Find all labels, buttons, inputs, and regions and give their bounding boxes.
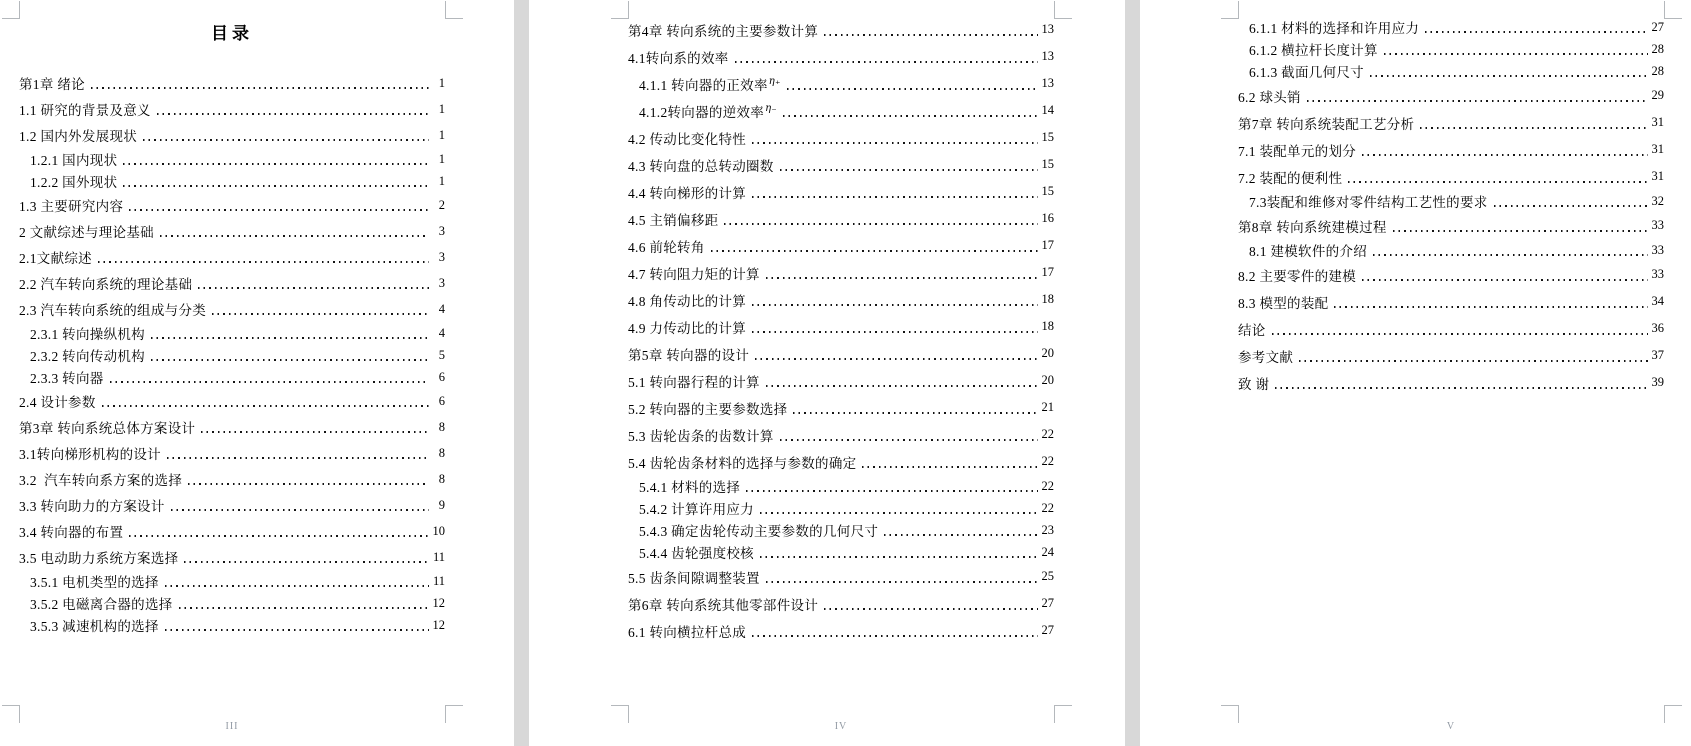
toc-page-number: 8 [438,445,445,460]
toc-entry-text: 3.5.1 电机类型的选择 [30,575,159,590]
toc-entry-text: 5.4.2 计算许用应力 [639,502,754,517]
dot-leader [1494,205,1648,207]
toc-entry[interactable] [19,148,445,170]
toc-page-number: 31 [1651,169,1664,183]
toc-entry-text: 4.3 转向盘的总转动圈数 [628,158,774,174]
toc-entry-text: 3.5 电动助力系统方案选择 [19,551,179,566]
toc-entry-text: 5.3 齿轮齿条的齿数计算 [628,428,774,444]
text-boundary-mark-top-right-icon [1054,1,1072,19]
toc-entry[interactable] [628,617,1054,644]
toc-entry[interactable] [628,232,1054,259]
toc-entry-text: 5.4.4 齿轮强度校核 [639,546,754,561]
toc-page-number: 11 [432,549,445,564]
toc-entry-text: 1.2 国内外发展现状 [19,129,138,144]
toc-page-number: 13 [1041,49,1054,63]
dot-leader [755,358,1038,360]
toc-page-number: 1 [438,173,445,188]
toc-entry[interactable] [628,394,1054,421]
toc-page-number: 22 [1041,478,1054,493]
dot-leader [824,608,1038,610]
toc-entry[interactable] [19,466,445,492]
toc-page-number: 11 [432,573,445,588]
toc-entry-text: 2.3.1 转向操纵机构 [30,327,145,342]
dot-leader [198,287,429,289]
toc-page-3 [1140,0,1691,746]
toc-entry-text: 2 文献综述与理论基础 [19,225,154,240]
toc-entry-text: 5.2 转向器的主要参数选择 [628,401,788,417]
toc-page-number: 31 [1651,142,1664,156]
dot-leader [98,261,429,263]
page-footer-roman-numeral: V [1446,721,1456,732]
toc-entry[interactable] [19,614,445,636]
dot-leader [1362,279,1648,281]
toc-entry[interactable] [19,388,445,414]
dot-leader [711,250,1038,252]
dot-leader [752,196,1038,198]
toc-entry[interactable] [19,570,445,592]
page-text-area [628,0,1054,746]
toc-entry[interactable] [628,205,1054,232]
dot-leader [151,337,429,339]
toc-entry-text: 3.5.3 减速机构的选择 [30,619,159,634]
page-footer-roman-numeral: III [225,721,239,732]
dot-leader [1275,387,1648,389]
toc-entry[interactable] [628,541,1054,563]
text-boundary-mark-bottom-right-icon [1664,705,1682,723]
dot-leader [787,88,1038,90]
toc-entry[interactable] [1238,190,1664,212]
dot-leader [752,331,1038,333]
toc-page-number: 13 [1041,76,1054,90]
toc-page-number: 29 [1651,88,1664,102]
dot-leader [123,185,429,187]
toc-page-number: 22 [1041,500,1054,515]
dot-leader [760,512,1038,514]
toc-entry-text: 7.3装配和维修对零件结构工艺性的要求 [1249,195,1488,210]
toc-entry[interactable] [628,519,1054,541]
toc-entry-text: 4.1.2转向器的逆效率$^{\eta_-}$ [639,103,777,120]
dot-leader [1348,181,1648,183]
toc-entry-text: 第1章 绪论 [19,77,85,92]
toc-entry[interactable] [1238,212,1664,239]
toc-page-number: 2 [438,197,445,212]
toc-entry[interactable] [19,244,445,270]
toc-page-number: 28 [1651,63,1664,78]
dot-leader [102,405,429,407]
toc-entry-text: 第3章 转向系统总体方案设计 [19,421,196,436]
toc-page-number: 6 [438,393,445,408]
toc-entry-text: 8.2 主要零件的建模 [1238,268,1357,284]
toc-entry-text: 致 谢 [1238,376,1270,392]
toc-entry[interactable] [19,344,445,366]
page-gap [514,0,529,746]
toc-page-number: 13 [1041,22,1054,36]
toc-entry-text: 第8章 转向系统建模过程 [1238,219,1387,235]
toc-page-number: 22 [1041,427,1054,441]
toc-page-number: 24 [1041,544,1054,559]
toc-entry-text: 6.1 转向横拉杆总成 [628,624,747,640]
toc-entry[interactable] [628,124,1054,151]
text-boundary-mark-top-left-icon [611,1,629,19]
toc-entry[interactable] [1238,16,1664,38]
toc-page-number: 23 [1041,522,1054,537]
toc-entry-text: 2.3 汽车转向系统的组成与分类 [19,303,207,318]
dot-leader [766,581,1038,583]
toc-entry[interactable] [1238,239,1664,261]
toc-entry-text: 2.3.3 转向器 [30,371,104,386]
dot-leader [212,313,429,315]
dot-leader [151,359,429,361]
dot-leader [1393,230,1648,232]
dot-leader [1425,31,1648,33]
toc-entry-text: 1.1 研究的背景及意义 [19,103,151,118]
dot-leader [1384,53,1648,55]
toc-title: 目录 [211,24,253,43]
toc-page-number: 25 [1041,569,1054,583]
dot-leader [143,139,429,141]
dot-leader [862,466,1038,468]
toc-entry-text: 3.3 转向助力的方案设计 [19,499,165,514]
dot-leader [184,561,429,563]
text-boundary-mark-bottom-left-icon [1221,705,1239,723]
toc-entry-text: 5.4.1 材料的选择 [639,480,741,495]
dot-leader [735,61,1038,63]
toc-page-number: 3 [438,275,445,290]
toc-entry-text: 6.2 球头销 [1238,89,1301,105]
toc-entry[interactable] [628,16,1054,43]
toc-entry-text: 参考文献 [1238,349,1294,365]
toc-entry-text: 4.7 转向阻力矩的计算 [628,266,760,282]
toc-page-number: 37 [1651,348,1664,362]
dot-leader [110,381,429,383]
dot-leader [1420,127,1648,129]
dot-leader [746,490,1038,492]
toc-entry-text: 4.1转向系的效率 [628,50,729,66]
page-text-area [1238,0,1664,746]
toc-entry[interactable] [1238,109,1664,136]
toc-page-1 [0,0,514,746]
dot-leader [783,115,1038,117]
toc-entry-text: 6.1.1 材料的选择和许用应力 [1249,21,1420,36]
toc-entry[interactable] [628,340,1054,367]
dot-leader [129,535,429,537]
toc-entry-text: 4.9 力传动比的计算 [628,320,747,336]
toc-page-number: 3 [438,249,445,264]
toc-entry[interactable] [1238,163,1664,190]
toc-entry-text: 2.1文献综述 [19,251,92,266]
toc-entry-text: 第7章 转向系统装配工艺分析 [1238,116,1415,132]
toc-entry-text: 3.2 汽车转向系方案的选择 [19,473,183,488]
toc-page-number: 27 [1041,623,1054,637]
dot-leader [1272,333,1648,335]
dot-leader [780,439,1038,441]
dot-leader [201,431,429,433]
toc-entry[interactable] [19,270,445,296]
text-boundary-mark-bottom-right-icon [445,705,463,723]
dot-leader [884,534,1038,536]
eta-superscript-symbol: η₊ [768,76,781,87]
toc-entry[interactable] [628,43,1054,70]
toc-page-number: 33 [1651,267,1664,281]
toc-entry[interactable] [1238,60,1664,82]
toc-entry-text: 1.3 主要研究内容 [19,199,124,214]
toc-entry-text: 1.2.2 国外现状 [30,175,118,190]
toc-page-number: 20 [1041,346,1054,360]
toc-page-number: 31 [1651,115,1664,129]
toc-entry[interactable] [1238,38,1664,60]
toc-rows [19,44,445,636]
toc-entry-text: 2.2 汽车转向系统的理论基础 [19,277,193,292]
toc-entry[interactable] [1238,82,1664,109]
toc-entry-text: 2.4 设计参数 [19,395,96,410]
toc-entry-text: 2.3.2 转向传动机构 [30,349,145,364]
toc-rows [628,0,1054,644]
dot-leader [780,169,1038,171]
toc-entry[interactable] [1238,288,1664,315]
toc-entry[interactable] [19,122,445,148]
dot-leader [188,483,429,485]
dot-leader [766,385,1038,387]
toc-page-number: 27 [1651,19,1664,34]
page-footer-roman-numeral: IV [834,721,848,732]
dot-leader [766,277,1038,279]
toc-page-number: 12 [432,617,445,632]
toc-entry[interactable] [19,96,445,122]
dot-leader [1299,360,1648,362]
toc-page-2 [529,0,1125,746]
toc-entry[interactable] [628,70,1054,97]
toc-entry-text: 第5章 转向器的设计 [628,347,750,363]
toc-page-number: 17 [1041,265,1054,279]
toc-entry-text: 4.1.1 转向器的正效率$^{\eta_+}$ [639,76,781,93]
toc-entry[interactable] [628,151,1054,178]
dot-leader [171,509,429,511]
toc-entry[interactable] [1238,342,1664,369]
toc-entry-text: 5.4.3 确定齿轮传动主要参数的几何尺寸 [639,524,879,539]
toc-entry-text: 第6章 转向系统其他零部件设计 [628,597,819,613]
dot-leader [167,457,429,459]
toc-entry[interactable] [19,322,445,344]
toc-entry[interactable] [628,313,1054,340]
toc-entry-text: 1.2.1 国内现状 [30,153,118,168]
toc-page-number: 32 [1651,193,1664,208]
eta-superscript-symbol: η₋ [765,103,777,114]
toc-page-number: 1 [438,127,445,142]
toc-entry-text: 6.1.3 截面几何尺寸 [1249,65,1364,80]
toc-entry[interactable] [628,421,1054,448]
toc-entry[interactable] [628,178,1054,205]
text-boundary-mark-top-right-icon [445,1,463,19]
toc-page-number: 39 [1651,375,1664,389]
toc-entry[interactable] [628,286,1054,313]
dot-leader [1334,306,1648,308]
toc-page-number: 15 [1041,130,1054,144]
toc-page-number: 1 [438,151,445,166]
toc-entry[interactable] [628,563,1054,590]
toc-entry-text: 3.5.2 电磁离合器的选择 [30,597,173,612]
text-boundary-mark-bottom-left-icon [2,705,20,723]
toc-page-number: 27 [1041,596,1054,610]
toc-page-number: 15 [1041,157,1054,171]
toc-page-number: 20 [1041,373,1054,387]
toc-entry-text: 7.1 装配单元的划分 [1238,143,1357,159]
dot-leader [724,223,1038,225]
toc-entry-text: 4.4 转向梯形的计算 [628,185,747,201]
toc-entry[interactable] [628,367,1054,394]
toc-entry[interactable] [19,440,445,466]
dot-leader [160,235,429,237]
toc-page-number: 21 [1041,400,1054,414]
text-boundary-mark-bottom-right-icon [1054,705,1072,723]
text-boundary-mark-top-left-icon [1221,1,1239,19]
dot-leader [1307,100,1648,102]
toc-entry-text: 5.5 齿条间隙调整装置 [628,570,760,586]
toc-page-number: 12 [432,595,445,610]
toc-page-number: 6 [438,369,445,384]
toc-entry[interactable] [628,475,1054,497]
toc-page-number: 15 [1041,184,1054,198]
dot-leader [129,209,429,211]
page-text-area [19,0,445,746]
toc-entry[interactable] [19,518,445,544]
dot-leader [165,629,429,631]
dot-leader [752,304,1038,306]
toc-page-number: 18 [1041,319,1054,333]
dot-leader [1362,154,1648,156]
text-boundary-mark-bottom-left-icon [611,705,629,723]
toc-entry-text: 4.6 前轮转角 [628,239,705,255]
toc-page-number: 4 [438,325,445,340]
toc-page-number: 9 [438,497,445,512]
dot-leader [157,113,429,115]
toc-page-number: 36 [1651,321,1664,335]
dot-leader [165,585,429,587]
toc-entry[interactable] [19,544,445,570]
toc-entry[interactable] [19,170,445,192]
toc-page-number: 33 [1651,218,1664,232]
toc-entry[interactable] [19,70,445,96]
text-boundary-mark-top-left-icon [2,1,20,19]
toc-entry-text: 7.2 装配的便利性 [1238,170,1343,186]
toc-entry[interactable] [19,414,445,440]
toc-page-number: 22 [1041,454,1054,468]
toc-entry[interactable] [1238,261,1664,288]
toc-page-number: 16 [1041,211,1054,225]
dot-leader [123,163,429,165]
toc-entry[interactable] [1238,315,1664,342]
toc-entry-text: 8.3 模型的装配 [1238,295,1329,311]
toc-page-number: 3 [438,223,445,238]
toc-entry[interactable] [19,366,445,388]
toc-entry[interactable] [628,448,1054,475]
toc-page-number: 1 [438,75,445,90]
dot-leader [1370,75,1648,77]
dot-leader [752,635,1038,637]
toc-entry[interactable] [628,497,1054,519]
dot-leader [1373,254,1648,256]
toc-page-number: 28 [1651,41,1664,56]
toc-entry[interactable] [19,218,445,244]
toc-entry-text: 5.4 齿轮齿条材料的选择与参数的确定 [628,455,857,471]
toc-page-number: 17 [1041,238,1054,252]
toc-entry-text: 4.8 角传动比的计算 [628,293,747,309]
toc-entry-text: 3.1转向梯形机构的设计 [19,447,161,462]
page-gap [1125,0,1140,746]
dot-leader [793,412,1038,414]
toc-entry[interactable] [628,259,1054,286]
toc-entry-text: 4.5 主销偏移距 [628,212,719,228]
toc-entry[interactable] [1238,136,1664,163]
dot-leader [91,87,429,89]
toc-page-number: 5 [438,347,445,362]
toc-entry[interactable] [19,592,445,614]
toc-page-number: 18 [1041,292,1054,306]
toc-page-number: 8 [438,419,445,434]
toc-page-number: 8 [438,471,445,486]
dot-leader [760,556,1038,558]
toc-entry[interactable] [628,590,1054,617]
toc-entry-text: 3.4 转向器的布置 [19,525,124,540]
toc-page-number: 1 [438,101,445,116]
toc-entry-text: 4.2 传动比变化特性 [628,131,747,147]
toc-page-number: 10 [432,523,445,538]
toc-entry-text: 第4章 转向系统的主要参数计算 [628,23,819,39]
toc-entry[interactable] [1238,369,1664,396]
text-boundary-mark-top-right-icon [1664,1,1682,19]
toc-entry[interactable] [628,97,1054,124]
toc-page-number: 34 [1651,294,1664,308]
toc-entry[interactable] [19,192,445,218]
toc-entry-text: 6.1.2 横拉杆长度计算 [1249,43,1378,58]
dot-leader [752,142,1038,144]
toc-entry[interactable] [19,296,445,322]
dot-leader [179,607,429,609]
toc-entry[interactable] [19,492,445,518]
toc-entry-text: 5.1 转向器行程的计算 [628,374,760,390]
toc-entry-text: 结论 [1238,322,1266,338]
toc-entry-text: 8.1 建模软件的介绍 [1249,244,1368,259]
toc-rows [1238,0,1664,396]
toc-page-number: 14 [1041,103,1054,117]
toc-page-number: 4 [438,301,445,316]
toc-page-number: 33 [1651,242,1664,257]
dot-leader [824,34,1038,36]
